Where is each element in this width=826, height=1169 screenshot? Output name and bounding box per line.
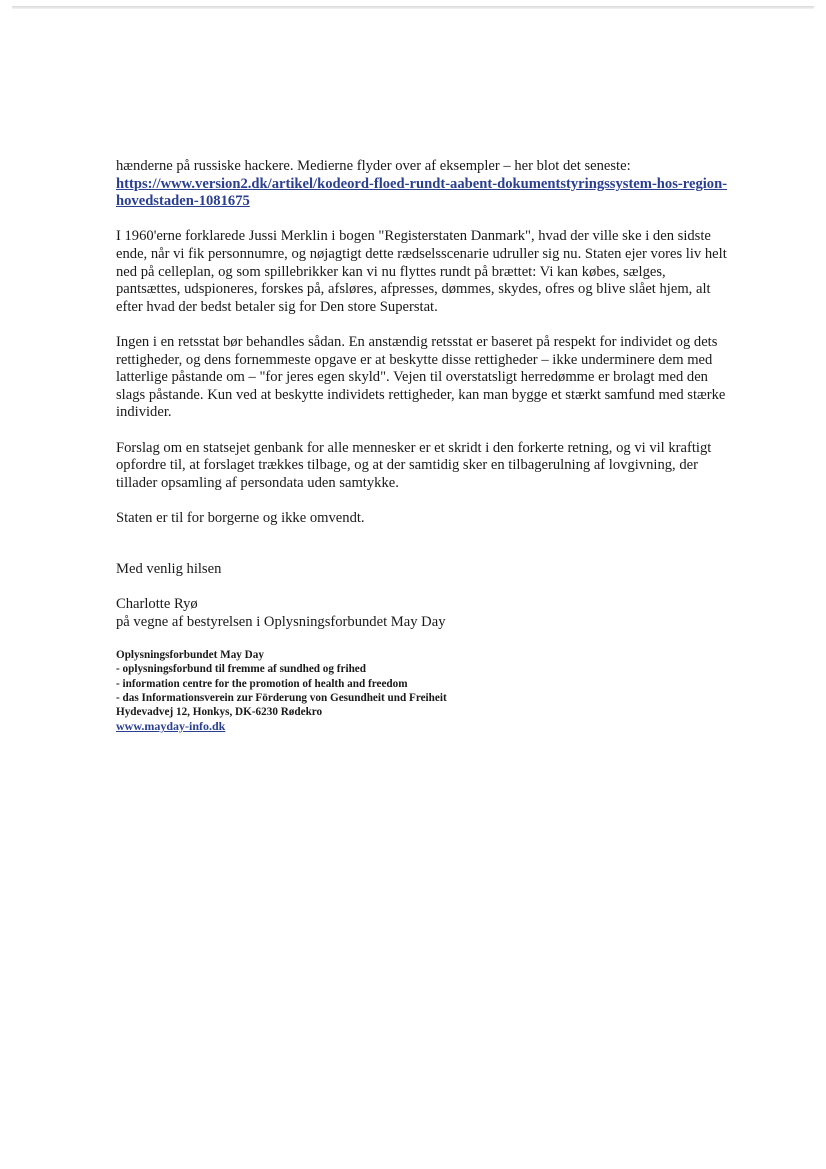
org-tagline-en: - information centre for the promotion of health and freedom xyxy=(116,677,408,690)
article-link[interactable]: https://www.version2.dk/artikel/kodeord-floed-rundt-aabent-dokumentstyringssystem-hos-region-hovedstaden-1081675 xyxy=(116,175,728,210)
signature-block xyxy=(116,596,728,631)
scan-edge xyxy=(12,6,814,9)
intro-paragraph xyxy=(116,158,728,211)
closing: Med venlig hilsen xyxy=(116,561,222,578)
org-tagline-da: - oplysningsforbund til fremme af sundhed og frihed xyxy=(116,663,366,676)
signature-name: Charlotte Ryø xyxy=(116,596,198,613)
organization-footer xyxy=(116,648,728,734)
org-name: Oplysningsforbundet May Day xyxy=(116,649,264,662)
paragraph-forslag: Forslag om en statsejet genbank for alle mennesker er et skridt i den forkerte retning, og vi vil kraftigt opfordre til, at forslaget trækkes tilbage, og at der samtidig sker en tilbagerulning af lovgivning, der tillader opsamling af persondata uden samtykke. xyxy=(116,439,712,491)
org-tagline-de: - das Informationsverein zur Förderung von Gesundheit und Freiheit xyxy=(116,691,447,704)
intro-text: hænderne på russiske hackere. Medierne flyder over af eksempler – her blot det seneste: xyxy=(116,158,631,174)
org-address: Hydevadvej 12, Honkys, DK-6230 Rødekro xyxy=(116,706,323,719)
paragraph-staten: Staten er til for borgerne og ikke omvendt. xyxy=(116,509,365,526)
letter-body xyxy=(116,158,728,631)
org-website-link[interactable]: www.mayday-info.dk xyxy=(116,719,226,734)
signature-role: på vegne af bestyrelsen i Oplysningsforbundet May Day xyxy=(116,613,446,630)
letter-page xyxy=(116,158,728,734)
paragraph-registerstaten: I 1960'erne forklarede Jussi Merklin i bogen "Registerstaten Danmark", hvad der ville ske i den sidste ende, når vi fik personnumre, og nøjagtigt dette rædselsscenarie udruller sig nu. Staten ejer vores liv helt ned på celleplan, og som spillebrikker kan vi nu flyttes rundt på brættet: Vi kan købes, sælges, pantsættes, udspioneres, forskes på, afsløres, afpresses, dømmes, skydes, ofres og blive slået hjem, alt efter hvad der bedst betaler sig for Den store Superstat. xyxy=(116,228,727,315)
paragraph-retsstat: Ingen i en retsstat bør behandles sådan. En anstændig retsstat er baseret på respekt for individet og dets rettigheder, og dens fornemmeste opgave er at beskytte disse rettigheder – ikke underminere dem med latterlige påstande om – "for jeres egen skyld". Vejen til overstatsligt herredømme er brolagt med den slags påstande. Kun ved at beskytte individets rettigheder, kan man bygge et stærkt samfund med stærke individer. xyxy=(116,333,726,421)
